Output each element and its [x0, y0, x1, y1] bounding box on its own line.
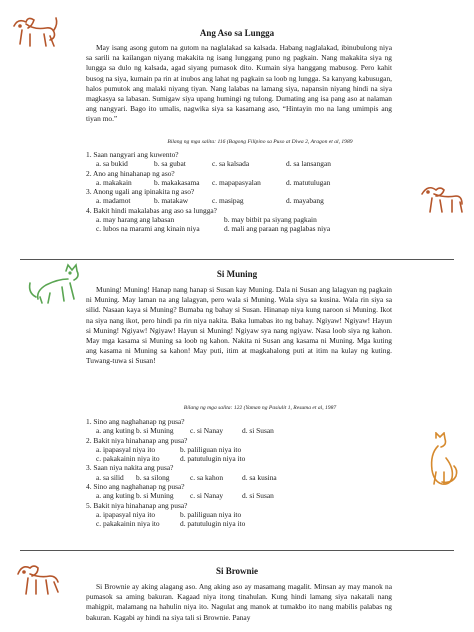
- cat-illustration-right: [426, 432, 460, 488]
- option: a. makakain: [96, 177, 132, 187]
- option-row: [96, 426, 386, 435]
- option: d. patutulugin niya ito: [180, 454, 246, 464]
- section-divider: [20, 550, 454, 551]
- questions-aso: [86, 150, 386, 234]
- option: d. sa kusina: [242, 472, 277, 482]
- option-row: [96, 178, 386, 187]
- question: 4. Sino ang naghahanap ng pusa?: [86, 482, 185, 492]
- story-paragraph-muning: Muning! Muning! Hanap nang hanap si Susan kay Muning. Dala ni Susan ang lalagyan ng pagkain ni Muning. May laman na ang lalagyan, pero wala si Muning. Wala siya sa kusina. Wala rin siya sa silid. Nasaan kaya si Muning? Bumaba ng bahay si Susan. Hinanap niya kung naroon si Muning. Ikot na siya nang ikot, pero hindi pa rin niya nakita. Baka lumabas ito ng bahay. Ngiyaw! Ngiyaw! Hayun si Muning! Ngiyaw! Ngiyaw! Hayun si Muning! Ngiyaw sya nang ngiyaw. Nasa loob siya ng kahon. May mga kasama si Muning sa loob ng kahon. Nakita ni Susan ang kasama ni Muning. Mga kuting ang kasama ni Muning sa kahon! May puti, itim at magkahalong puti at itim na kulay ng kuting. Tuwang-tuwa si Susan!: [86, 285, 392, 366]
- option: a. ang kuting: [96, 426, 135, 436]
- option-row: [96, 196, 386, 205]
- option: b. sa silong: [136, 472, 170, 482]
- option: a. may harang ang labasan: [96, 215, 175, 225]
- question: 5. Bakit niya hinahanap ang pusa?: [86, 500, 188, 510]
- option: c. mapapasyalan: [212, 177, 261, 187]
- source-note-aso: Bilang ng mga salita: 116 (Bagong Filipino sa Puso at Diwa 2, Aragon et al, 1989: [167, 139, 353, 145]
- option: b. paliliguan niya ito: [180, 509, 242, 519]
- option-row: [96, 491, 386, 500]
- question: 2. Ano ang hinahanap ng aso?: [86, 168, 175, 178]
- option: b. paliliguan niya ito: [180, 444, 242, 454]
- option-row: [96, 445, 386, 464]
- question: 2. Bakit niya hinahanap ang pusa?: [86, 435, 188, 445]
- option: b. sa gubat: [154, 159, 186, 169]
- option: c. pakakainin niya ito: [96, 519, 160, 529]
- story-paragraph-aso: May isang asong gutom na gutom na naglalakad sa kalsada. Habang naglalakad, ibinubulong niya sa sarili na kailangan niyang makakita ng isang lunggang puno ng pagkain. Nang makakita siya ng lungga sa dulo ng kalsada, agad siyang pumasok dito. Kumain siya hanggang mabusog. Pero kahit busog na siya, kumain pa rin at inubos ang lahat ng pagkain sa loob ng lungga. Sa kanyang kabusugan, halos pumutok ang malaki niyang tiyan. Nang lalabas na lamang siya, napansin niyang hindi na siya magkasya sa labasan. Sumigaw siya upang humingi ng tulong. Dumating ang isa pang aso at nalaman ang nangyari. Bago ito umalis, nagwika siya sa kasamang aso, “Hintayin mo na lang umimpis ang tiyan mo.”: [86, 43, 392, 124]
- option: d. si Susan: [242, 491, 274, 501]
- option: b. si Muning: [136, 426, 174, 436]
- question: 3. Saan niya nakita ang pusa?: [86, 463, 174, 473]
- option: c. si Nanay: [190, 491, 224, 501]
- question: 4. Bakit hindi makalabas ang aso sa lungga?: [86, 205, 217, 215]
- option: c. si Nanay: [190, 426, 224, 436]
- question: 3. Anong ugali ang ipinakita ng aso?: [86, 187, 195, 197]
- option: d. matutulugan: [286, 177, 331, 187]
- option: d. mayabang: [286, 196, 324, 206]
- questions-muning: [86, 417, 386, 529]
- option: c. sa kalsada: [212, 159, 250, 169]
- option: d. patutulugin niya ito: [180, 519, 246, 529]
- option-row: [96, 159, 386, 168]
- dog-illustration-right: [418, 180, 468, 220]
- option: b. matakaw: [154, 196, 189, 206]
- option: c. masipag: [212, 196, 244, 206]
- source-note-muning: Bilang ng mga salita: 122 (Yaman ng Pasiulit 1, Resuma et al, 1987: [183, 405, 337, 411]
- option: b. makakasama: [154, 177, 200, 187]
- story-title-muning: Si Muning: [216, 269, 258, 279]
- option: a. sa bukid: [96, 159, 128, 169]
- option: a. ipapasyal niya ito: [96, 509, 156, 519]
- question: 1. Sino ang naghahanap ng pusa?: [86, 417, 185, 426]
- option: d. mali ang paraan ng paglabas niya: [224, 224, 331, 234]
- option: a. madamot: [96, 196, 131, 206]
- option-row: [96, 473, 386, 482]
- option: b. may bitbit pa siyang pagkain: [224, 215, 317, 225]
- story-title-brownie: Si Brownie: [215, 566, 259, 576]
- option: a. ang kuting: [96, 491, 135, 501]
- option: a. sa silid: [96, 472, 124, 482]
- option-row: [96, 215, 386, 234]
- option: c. lubos na marami ang kinain niya: [96, 224, 200, 234]
- option: a. ipapasyal niya ito: [96, 444, 156, 454]
- story-paragraph-brownie: Si Brownie ay aking alagang aso. Ang aking aso ay masamang magalit. Minsan ay may manok na pumasok sa aming bakuran. Kagaad niya itong tinahulan. Kung hindi lamang siya nakatali nang mahigpit, malamang na hahulin niya ito. Nagulat ang manok at tumakbo ito nang mabilis palabas ng bakuran. Kagabi ay hindi na siya tali si Brownie. Panay: [86, 582, 392, 622]
- story-title-aso: Ang Aso sa Lungga: [199, 28, 275, 38]
- option: d. sa lansangan: [286, 159, 331, 169]
- section-divider: [20, 259, 454, 260]
- option: d. si Susan: [242, 426, 274, 436]
- option: c. sa kahon: [190, 472, 224, 482]
- question: 1. Saan nangyari ang kuwento?: [86, 150, 179, 159]
- option-row: [96, 510, 386, 529]
- option: c. pakakainin niya ito: [96, 454, 160, 464]
- option: b. si Muning: [136, 491, 174, 501]
